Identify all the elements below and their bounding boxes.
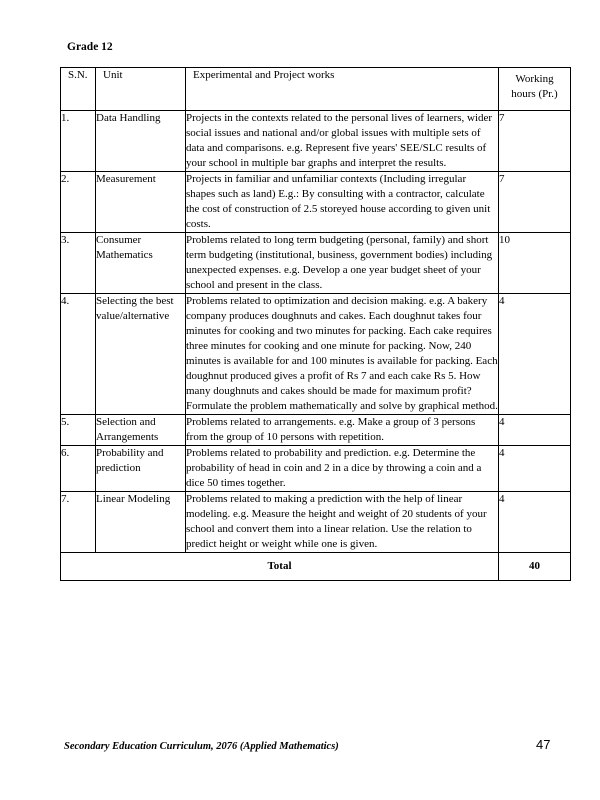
row-sn: 7.: [61, 492, 96, 553]
header-hours: [499, 68, 571, 111]
row-work: Problems related to making a prediction with the help of linear modeling. e.g. Measure the height and weight of 20 students of your school and convert them into a linear relation. Use the relation to predict height or weight while one is given.: [186, 492, 499, 553]
row-hours: 10: [499, 233, 571, 294]
row-unit: Selecting the best value/alternative: [96, 294, 186, 415]
section-title: Grade 12: [67, 41, 113, 53]
row-work: Problems related to probability and prediction. e.g. Determine the probability of head in coin and 2 in a dice by throwing a coin and a dice 50 times together.: [186, 446, 499, 492]
curriculum-table: [60, 67, 571, 581]
total-hours: 40: [499, 553, 571, 581]
header-hours-line2: hours (Pr.): [511, 88, 558, 100]
total-row: [61, 553, 571, 581]
row-sn: 4.: [61, 294, 96, 415]
row-sn: 6.: [61, 446, 96, 492]
row-unit: Consumer Mathematics: [96, 233, 186, 294]
row-unit: Probability and prediction: [96, 446, 186, 492]
row-sn: 5.: [61, 415, 96, 446]
row-hours: 7: [499, 172, 571, 233]
header-sn: S.N.: [61, 68, 96, 111]
table-row: [61, 294, 571, 415]
row-work: Projects in the contexts related to the personal lives of learners, wider social issues and national and/or global issues with multiple sets of data and comparisons. e.g. Represent five years' SEE/SLC results of your school in multiple bar graphs and interpret the results.: [186, 111, 499, 172]
table-row: [61, 111, 571, 172]
row-unit: Selection and Arrangements: [96, 415, 186, 446]
header-work: Experimental and Project works: [186, 68, 499, 111]
row-sn: 1.: [61, 111, 96, 172]
row-work: Problems related to long term budgeting (personal, family) and short term budgeting (institutional, business, government bodies) including unexpected expenses. e.g. Develop a one year budget sheet of your school and present in the class.: [186, 233, 499, 294]
row-sn: 2.: [61, 172, 96, 233]
table-row: [61, 492, 571, 553]
row-unit: Linear Modeling: [96, 492, 186, 553]
row-work: Problems related to optimization and decision making. e.g. A bakery company produces doughnuts and cakes. Each doughnut takes four minutes for cooking and two minutes for packing. Each cake requires three minutes for cooking and one minute for packing. Now, 240 minutes is available for and 100 minutes is available for packing. Each doughnut produced gives a profit of Rs 7 and each cake Rs 5. How many doughnuts and cakes should be made for maximum profit? Formulate the problem mathematically and solve by graphical method.: [186, 294, 499, 415]
row-work: Projects in familiar and unfamiliar contexts (Including irregular shapes such as land) E.g.: By consulting with a contractor, calculate the cost of construction of 2.5 storeyed house according to given unit costs.: [186, 172, 499, 233]
row-sn: 3.: [61, 233, 96, 294]
row-unit: Measurement: [96, 172, 186, 233]
row-hours: 4: [499, 492, 571, 553]
row-hours: 4: [499, 415, 571, 446]
page-footer: Secondary Education Curriculum, 2076 (Applied Mathematics): [64, 741, 339, 752]
table-row: [61, 172, 571, 233]
row-work: Problems related to arrangements. e.g. Make a group of 3 persons from the group of 10 persons with repetition.: [186, 415, 499, 446]
total-label: Total: [61, 553, 499, 581]
row-hours: 4: [499, 446, 571, 492]
row-hours: 4: [499, 294, 571, 415]
header-hours-line1: Working: [515, 73, 554, 85]
table-row: [61, 415, 571, 446]
header-unit: Unit: [96, 68, 186, 111]
table-row: [61, 446, 571, 492]
table-row: [61, 233, 571, 294]
page-number: 47: [536, 737, 551, 752]
table-header-row: [61, 68, 571, 111]
row-hours: 7: [499, 111, 571, 172]
row-unit: Data Handling: [96, 111, 186, 172]
